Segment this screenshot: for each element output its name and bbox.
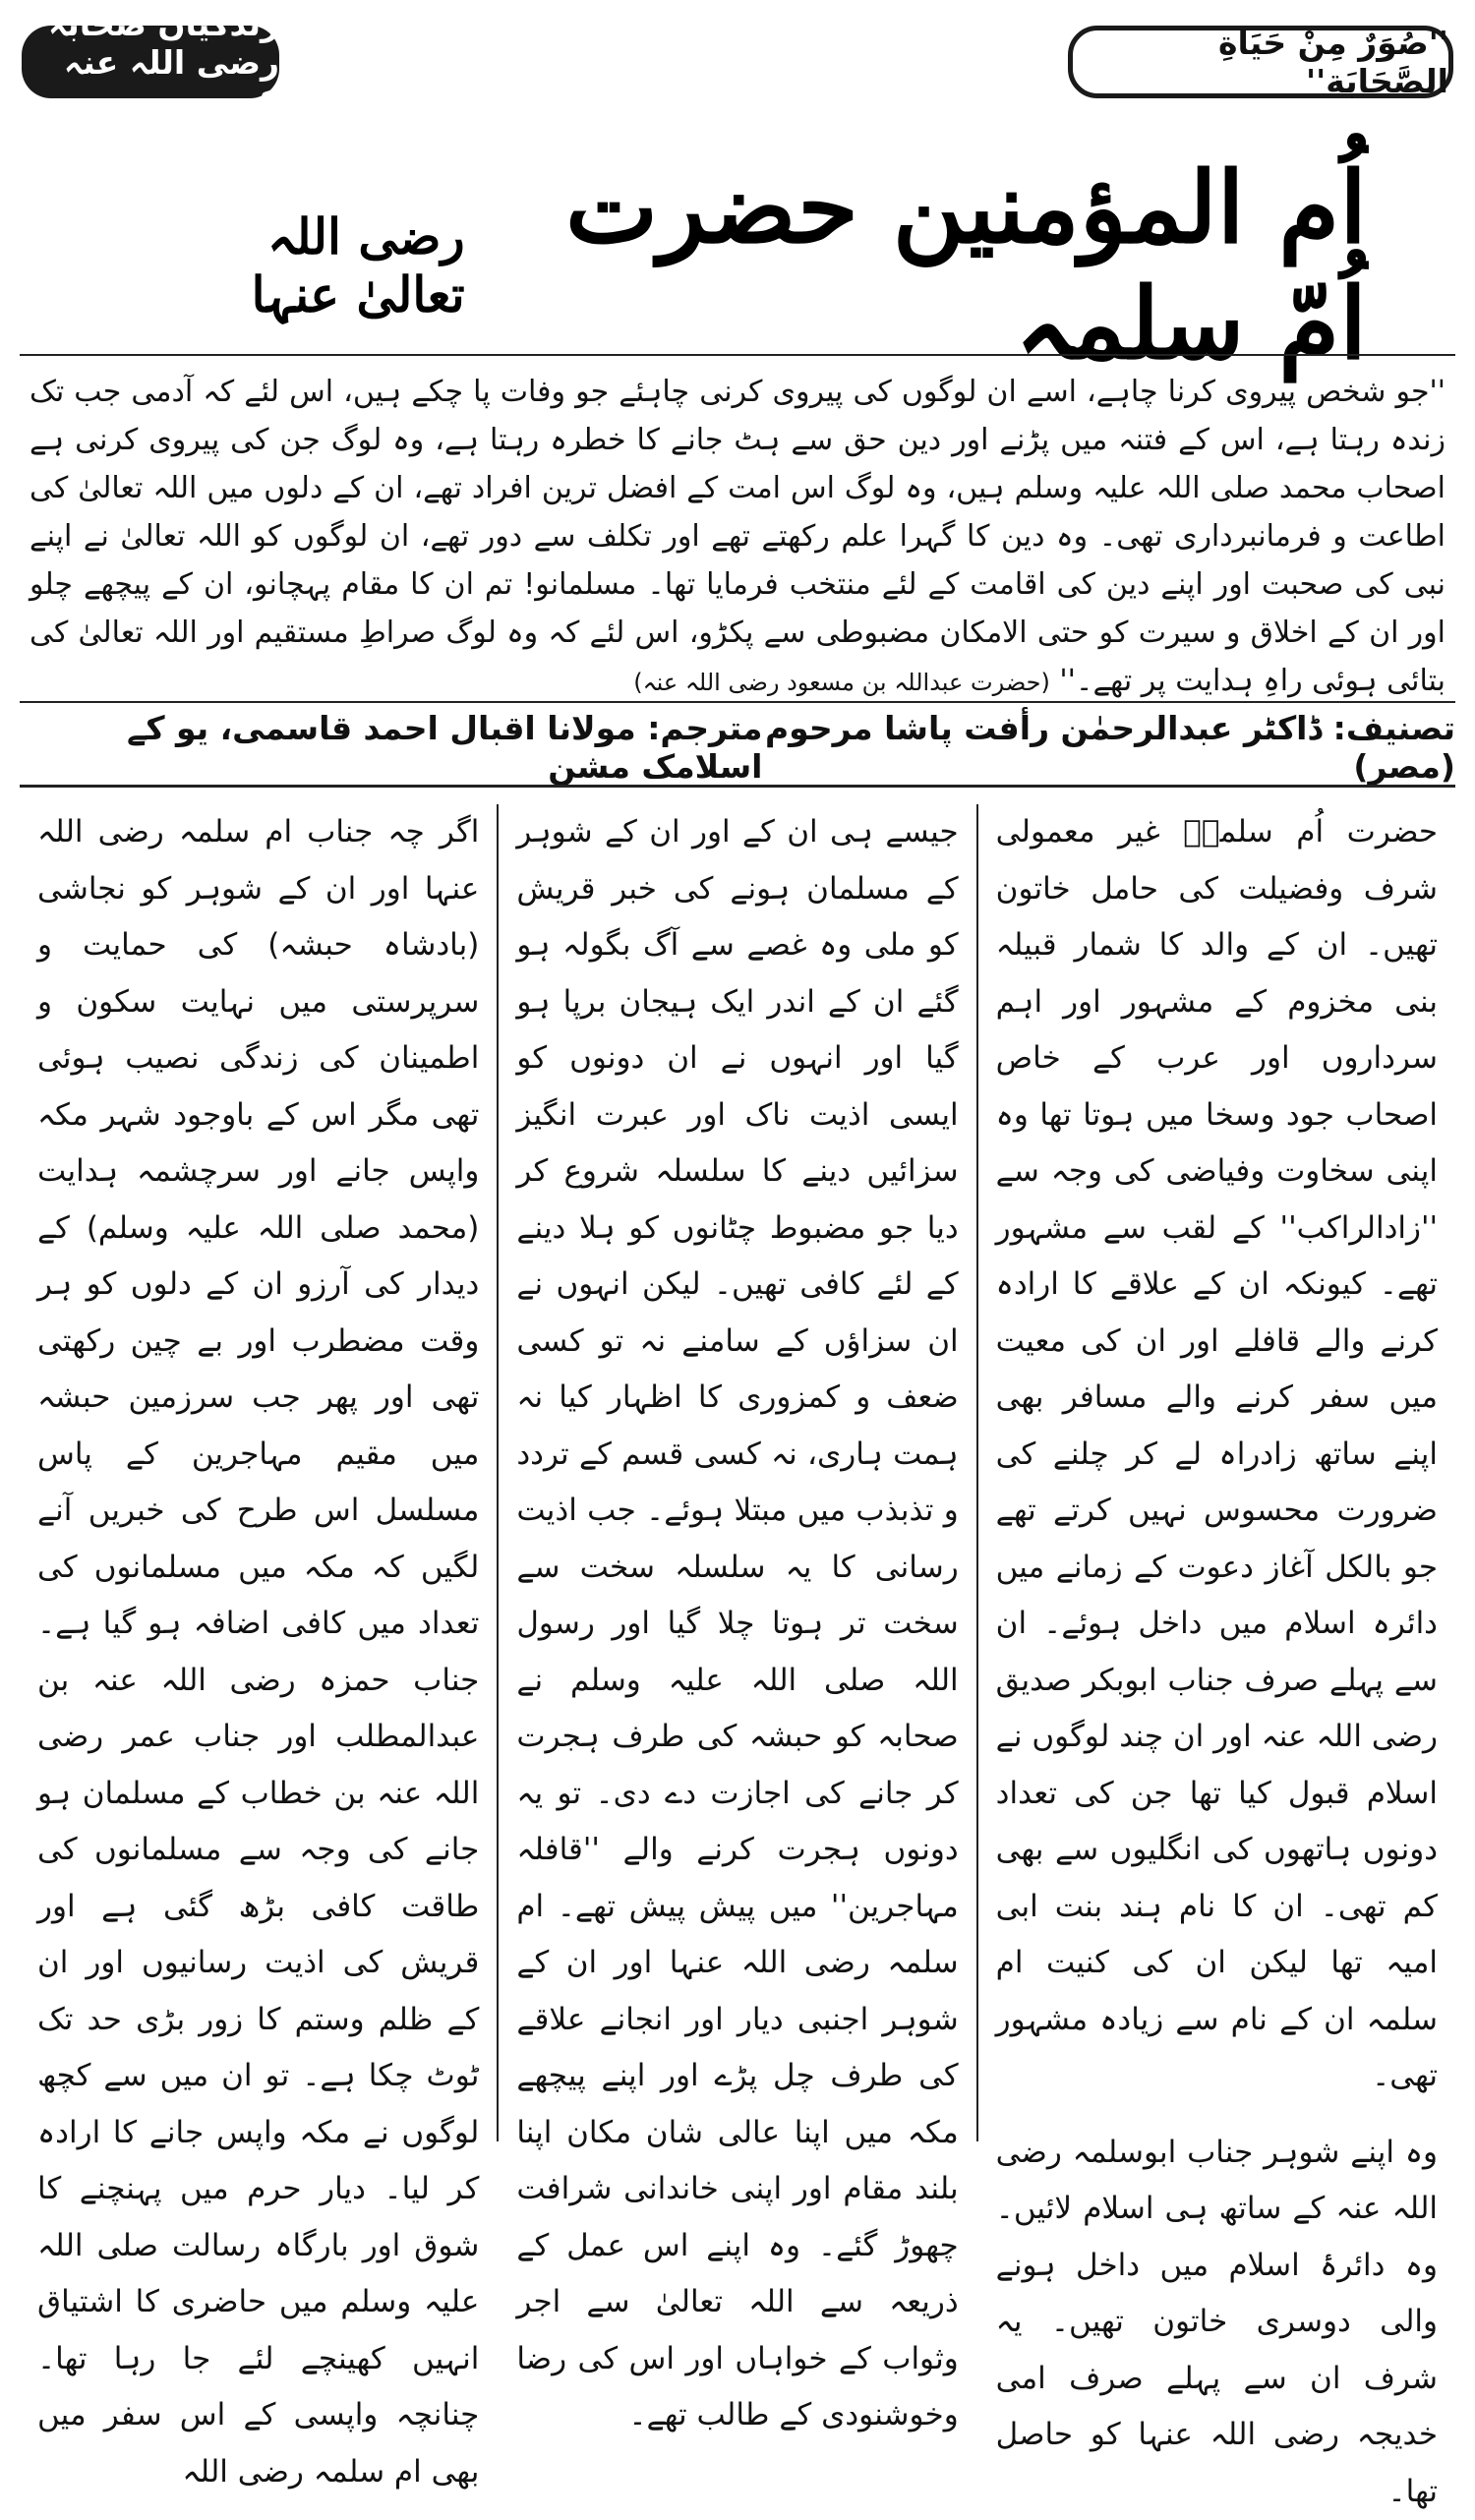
quote-box xyxy=(20,354,1455,703)
quote-paragraph xyxy=(30,368,1446,707)
column-paragraph: اگر چہ جناب ام سلمہ رضی اللہ عنہا اور ان کے شوہر کو نجاشی (بادشاہ حبشہ) کی حمایت و سرپرستی میں نہایت سکون و اطمینان کی زندگی نصیب ہوئی تھی مگر اس کے باوجود شہر مکہ واپس جانے اور سرچشمہ ہدایت (محمد صلی اللہ علیہ وسلم) کے دیدار کی آرزو ان کے دلوں کو ہر وقت مضطرب اور بے چین رکھتی تھی اور پھر جب سرزمین حبشہ میں مقیم مہاجرین کے پاس مسلسل اس طرح کی خبریں آنے لگیں کہ مکہ میں مسلمانوں کی تعداد میں کافی اضافہ ہو گیا ہے۔ جناب حمزہ رضی اللہ عنہ بن عبدالمطلب اور جناب عمر رضی اللہ عنہ بن خطاب کے مسلمان ہو جانے کی وجہ سے مسلمانوں کی طاقت کافی بڑھ گئی ہے اور قریش کی اذیت رسانیوں اور ان کے ظلم وستم کا زور بڑی حد تک ٹوٹ چکا ہے۔ تو ان میں سے کچھ لوگوں نے مکہ واپس جانے کا ارادہ کر لیا۔ دیار حرم میں پہنچنے کا شوق اور بارگاہ رسالت صلی اللہ علیہ وسلم میں حاضری کا اشتیاق انہیں کھینچے لئے جا رہا تھا۔ چنانچہ واپسی کے اس سفر میں بھی ام سلمہ رضی اللہ xyxy=(37,804,479,2500)
translator-credit: مترجم: مولانا اقبال احمد قاسمی، یو کے اسلامک مشن xyxy=(20,709,762,786)
author-credit: تصنیف: ڈاکٹر عبدالرحمٰن رأفت پاشا مرحوم (مصر) xyxy=(762,709,1455,786)
column-paragraph: جیسے ہی ان کے اور ان کے شوہر کے مسلمان ہونے کی خبر قریش کو ملی وہ غصے سے آگ بگولہ ہو گئے ان کے اندر ایک ہیجان برپا ہو گیا اور انہوں نے ان دونوں کو ایسی اذیت ناک اور عبرت انگیز سزائیں دینے کا سلسلہ شروع کر دیا جو مضبوط چٹانوں کو ہلا دینے کے لئے کافی تھیں۔ لیکن انہوں نے ان سزاؤں کے سامنے نہ تو کسی ضعف و کمزوری کا اظہار کیا نہ ہمت ہاری، نہ کسی قسم کے تردد و تذبذب میں مبتلا ہوئے۔ جب اذیت رسانی کا یہ سلسلہ سخت سے سخت تر ہوتا چلا گیا اور رسول اللہ صلی اللہ علیہ وسلم نے صحابہ کو حبشہ کی طرف ہجرت کر جانے کی اجازت دے دی۔ تو یہ دونوں ہجرت کرنے والے ''قافلہ مہاجرین'' میں پیش پیش تھے۔ ام سلمہ رضی اللہ عنہا اور ان کے شوہر اجنبی دیار اور انجانے علاقے کی طرف چل پڑے اور اپنے پیچھے مکہ میں اپنا عالی شان مکان اپنا بلند مقام اور اپنی خاندانی شرافت چھوڑ گئے۔ وہ اپنے اس عمل کے ذریعہ سے اللہ تعالیٰ سے اجر وثواب کے خواہاں اور اس کی رضا وخوشنودی کے طالب تھے۔ xyxy=(516,804,958,2444)
column-paragraph: حضرت اُم سلمہؓ غیر معمولی شرف وفضیلت کی حامل خاتون تھیں۔ ان کے والد کا شمار قبیلہ بنی مخزوم کے مشہور اور اہم سرداروں اور عرب کے خاص اصحاب جود وسخا میں ہوتا تھا وہ اپنی سخاوت وفیاضی کی وجہ سے ''زادالراکب'' کے لقب سے مشہور تھے۔ کیونکہ ان کے علاقے کا ارادہ کرنے والے قافلے اور ان کی معیت میں سفر کرنے والے مسافر بھی اپنے ساتھ زادراہ لے کر چلنے کی ضرورت محسوس نہیں کرتے تھے جو بالکل آغاز دعوت کے زمانے میں دائرہ اسلام میں داخل ہوئے۔ ان سے پہلے صرف جناب ابوبکر صدیق رضی اللہ عنہ اور ان چند لوگوں نے اسلام قبول کیا تھا جن کی تعداد دونوں ہاتھوں کی انگلیوں سے بھی کم تھی۔ ان کا نام ہند بنت ابی امیہ تھا لیکن ان کی کنیت ام سلمہ ان کے نام سے زیادہ مشہور تھی۔ xyxy=(996,804,1438,2105)
article-title-main: اُم المؤمنین حضرت اُمّ سلمہ xyxy=(487,149,1367,381)
article-column-2 xyxy=(499,804,977,2141)
article-title xyxy=(148,187,1367,344)
series-subtitle-text: زندگیاں صحابہ رضی اللہ عنہ کی xyxy=(22,5,279,120)
quote-attribution: (حضرت عبداللہ بن مسعود رضی اللہ عنہ) xyxy=(633,669,1050,696)
series-title-badge xyxy=(1068,26,1453,98)
article-column-1 xyxy=(978,804,1455,2141)
series-title-text: ''صُوَرٌ مِنْ حَيَاةِ الصَّحَابَة'' xyxy=(1073,24,1448,100)
column-paragraph: وہ اپنے شوہر جناب ابوسلمہ رضی اللہ عنہ کے ساتھ ہی اسلام لائیں۔ وہ دائرۂ اسلام میں داخل ہونے والی دوسری خاتون تھیں۔ یہ شرف ان سے پہلے صرف امی خدیجہ رضی اللہ عنہا کو حاصل تھا۔ xyxy=(996,2125,1438,2520)
article-column-3 xyxy=(20,804,499,2141)
series-subtitle-badge xyxy=(22,26,279,98)
article-title-honorific: رضی اللہ تعالیٰ عنہا xyxy=(148,207,465,323)
article-body xyxy=(20,804,1455,2141)
quote-text: ''جو شخص پیروی کرنا چاہے، اسے ان لوگوں کی پیروی کرنی چاہئے جو وفات پا چکے ہیں، اس لئے کہ آدمی جب تک زندہ رہتا ہے، اس کے فتنہ میں پڑنے اور دین حق سے ہٹ جانے کا خطرہ رہتا ہے، وہ لوگ جن کی پیروی کرنی ہے اصحاب محمد صلی اللہ علیہ وسلم ہیں، وہ لوگ اس امت کے افضل ترین افراد تھے، ان کے دلوں میں اللہ تعالیٰ کی اطاعت و فرمانبرداری تھی۔ وہ دین کا گہرا علم رکھتے تھے اور تکلف سے دور تھے، ان لوگوں کو اللہ تعالیٰ نے اپنے نبی کی صحبت اور اپنے دین کی اقامت کے لئے منتخب فرمایا تھا۔ مسلمانو! تم ان کا مقام پہچانو، ان کے پیچھے چلو اور ان کے اخلاق و سیرت کو حتی الامکان مضبوطی سے پکڑو، اس لئے کہ وہ لوگ صراطِ مستقیم اور اللہ تعالیٰ کی بتائی ہوئی راہِ ہدایت پر تھے۔'' xyxy=(30,375,1446,698)
credits-divider xyxy=(20,785,1455,788)
credits-line xyxy=(20,718,1455,777)
